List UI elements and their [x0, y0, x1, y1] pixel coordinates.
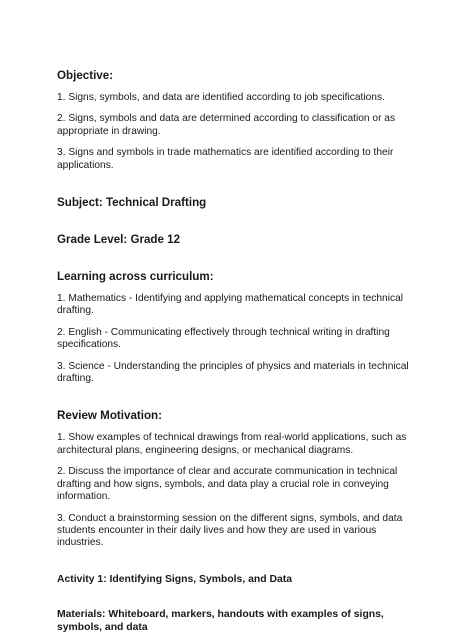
objective-item-3: 3. Signs and symbols in trade mathematics are identified according to their applications. — [57, 147, 394, 171]
review-item-2: 2. Discuss the importance of clear and accurate communication in technical drafting and how signs, symbols, and data play a crucial role in conveying information. — [57, 466, 398, 503]
objective-item-1: 1. Signs, symbols, and data are identified according to job specifications. — [57, 92, 385, 103]
grade-level-heading: Grade Level: Grade 12 — [57, 233, 181, 247]
learning-heading: Learning across curriculum: — [57, 270, 214, 284]
learning-item-2: 2. English - Communicating effectively through technical writing in drafting specifications. — [57, 326, 390, 351]
objective-item-2: 2. Signs, symbols and data are determined according to classification or as appropriate in drawing. — [57, 113, 396, 137]
learning-item-1: 1. Mathematics - Identifying and applying mathematical concepts in technical drafting. — [57, 293, 403, 317]
objective-heading: Objective: — [57, 69, 114, 82]
learning-item-3: 3. Science - Understanding the principles of physics and materials in technical drafting. — [57, 360, 409, 385]
materials-heading: Materials: Whiteboard, markers, handouts with examples of signs, symbols, and data — [57, 609, 384, 633]
review-item-3: 3. Conduct a brainstorming session on the different signs, symbols, and data students encounter in their daily lives and how they are used in various industries. — [57, 512, 403, 549]
review-heading: Review Motivation: — [57, 409, 163, 423]
review-item-1: 1. Show examples of technical drawings from real-world applications, such as architectural plans, engineering designs, or mechanical diagrams. — [57, 432, 407, 456]
activity-heading: Activity 1: Identifying Signs, Symbols, and Data — [57, 573, 292, 585]
subject-heading: Subject: Technical Drafting — [57, 196, 207, 210]
